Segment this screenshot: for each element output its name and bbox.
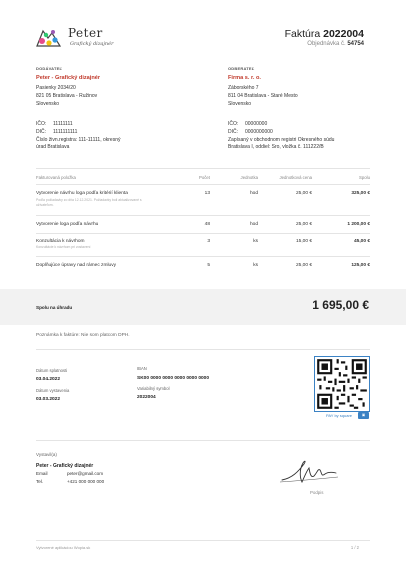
customer-name: Firma s. r. o. [228,75,261,81]
customer-ico-label: IČO: [228,121,239,127]
signature-image [278,452,340,486]
issuer-tel-label: Tel. [36,479,44,484]
customer-dic-label: DIČ: [228,128,238,135]
header-qty: Počet [199,175,210,180]
row-detail: Konzultácie k návrhom pri zostavení [36,245,91,249]
issuer-name: Peter - Grafický dizajnér [36,463,94,469]
issuer-email: peter@gmail.com [67,471,104,476]
row-item: Vytvorenie návrhu loga podľa kritérií klienta [36,191,128,196]
iban-value: SK00 0000 0000 0000 0000 0000 [137,376,210,381]
supplier-address [36,85,97,108]
brand-subtitle: Grafický dizajnér [70,41,114,47]
header-unit: Jednotka [240,175,258,180]
supplier-dic-value: 1111111111 [53,128,78,135]
row-unit-price: 25,00 € [295,222,312,227]
customer-label: ODBERATEĽ [228,66,255,71]
row-item: Doplňujúce úpravy nad rámec zmluvy [36,263,116,268]
supplier-address-line: Pasienky 2034/20 [36,85,76,91]
footer-divider [36,540,370,541]
row-total: 325,00 € [351,191,370,196]
supplier-dic-label: DIČ: [36,128,46,135]
customer-address-line: Záborského 7 [228,85,259,91]
customer-registry-line: Bratislava I, oddiel: Sro, vložka č. 111222/B [228,144,324,151]
total-label: Spolu na úhradu [36,305,73,310]
row-divider [36,215,370,216]
order-number-line [307,41,364,47]
supplier-ico-label: IČO: [36,121,47,127]
customer-address [228,85,298,108]
table-row [36,263,176,268]
customer-address-line: Slovensko [228,100,252,107]
supplier-ids [36,121,120,152]
table-header-divider [36,184,370,185]
table-row [36,239,176,250]
payment-qr-code [314,356,370,412]
invoice-number: 2022004 [323,28,364,40]
row-unit-price: 25,00 € [295,263,312,268]
row-unit: ks [253,263,258,268]
table-row [36,191,176,208]
header-item: Fakturovaná položka [36,175,76,180]
issuer-label: Vystavil(a) [36,452,57,457]
customer-dic-value: 0000000000 [245,128,273,135]
total-amount: 1 695,00 € [312,298,369,312]
header-unit-price: Jednotková cena [279,175,312,180]
supplier-registry-line: Číslo živn.registra: 111-11111, okresný [36,136,121,143]
issuer-tel: +421 000 000 000 [67,479,105,484]
supplier-label: DODÁVATEĽ [36,66,63,71]
invoice-title [285,28,364,40]
supplier-ico [36,121,120,129]
order-label: Objednávka č. [307,41,346,47]
supplier-address-line: Slovensko [36,100,60,107]
row-divider [36,256,370,257]
row-qty: 48 [204,222,210,227]
row-unit: ks [253,239,258,244]
customer-dic [228,129,334,137]
row-unit: hod [249,191,258,196]
row-total: 45,00 € [353,239,370,244]
customer-address-line: 811 04 Bratislava - Staré Mesto [228,92,298,99]
order-number: 54754 [347,41,364,47]
due-date-value: 03.04.2022 [36,377,61,382]
brand-logo-icon [36,26,62,48]
row-total: 1 200,00 € [347,222,370,227]
pay-by-square-label: PAY by square [326,413,353,418]
customer-registry-line: Zapísaný v obchodnom registri Okresného súdu [228,136,335,143]
supplier-registry-line: úrad Bratislava [36,144,70,151]
row-item: Konzultácia k návrhom [36,239,85,244]
row-unit-price: 25,00 € [295,191,312,196]
supplier-name: Peter - Grafický dizajnér [36,75,101,81]
supplier-address-line: 821 05 Bratislava - Ružinov [36,92,98,99]
issue-date-value: 03.03.2022 [36,397,61,402]
row-detail: Podľa požiadavky zo dňa 12.12.2021. Požiadavky boli aktualizované s užívateľom. [36,198,142,207]
row-unit-price: 15,00 € [295,239,312,244]
variable-symbol-label: Variabilný symbol [137,386,170,391]
customer-ico-value: 00000000 [245,121,268,127]
row-qty: 3 [207,239,210,244]
row-qty: 13 [204,191,210,196]
pay-by-square-icon: ▣ [358,412,369,419]
table-row [36,222,176,227]
variable-symbol-value: 2022004 [137,395,156,400]
supplier-dic [36,129,120,137]
header-total: Spolu [359,175,370,180]
brand-name: Peter [68,26,103,40]
note-divider [36,349,370,350]
page-number: 1 / 2 [350,545,359,550]
row-qty: 5 [207,263,210,268]
signature-label: Podpis [310,490,324,495]
iban-label: IBAN [137,366,147,371]
row-item: Vytvorenie loga podľa návrhu [36,222,99,227]
issue-date-label: Dátum vystavenia [36,388,70,393]
customer-ids [228,121,334,152]
row-divider [36,233,370,234]
issuer-divider [36,440,370,441]
table-top-divider [36,168,370,169]
footer-credit: Vytvorené aplikáciou Wopia.sk [36,545,91,550]
qr-code-icon [315,357,369,411]
row-total: 125,00 € [351,263,370,268]
invoice-note: Poznámka k faktúre: Nie som platcom DPH. [36,333,130,338]
issuer-email-label: Email [36,471,48,476]
supplier-ico-value: 11111111 [53,121,73,127]
row-unit: hod [249,222,258,227]
due-date-label: Dátum splatnosti [36,368,68,373]
invoice-title-prefix: Faktúra [284,28,321,40]
customer-ico [228,121,334,129]
